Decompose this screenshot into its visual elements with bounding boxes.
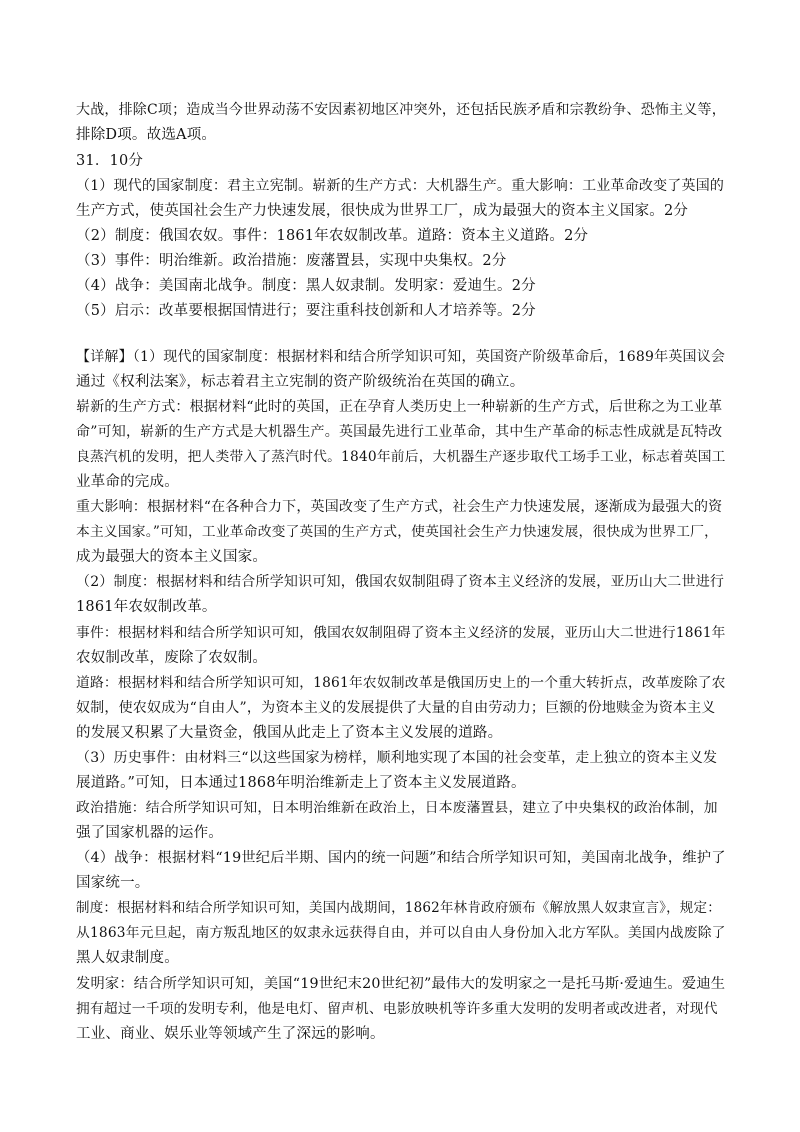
- answer-3: （3）事件：明治维新。政治措施：废藩置县，实现中央集权。2分: [76, 253, 507, 269]
- intro-line-1: 大战，排除C项；造成当今世界动荡不安因素初地区冲突外，还包括民族矛盾和宗教纷争、恐怖主义等，: [76, 102, 726, 118]
- question-31-header: 31．10分: [76, 153, 144, 169]
- answer-1-line-1: （1）现代的国家制度：君主立宪制。崭新的生产方式：大机器生产。重大影响：工业革命改变了英国的: [76, 178, 725, 194]
- detail-p11-line-1: 发明家：结合所学知识可知，美国“19世纪末20世纪初”最伟大的发明家之一是托马斯·爱迪生。爱迪生: [76, 976, 726, 992]
- detail-p2-line-1: 崭新的生产方式：根据材料“此时的英国，正在孕育人类历史上一种崭新的生产方式，后世称之为工业革: [76, 399, 723, 415]
- detail-p6-line-2: 奴制，使农奴成为“自由人”，为资本主义的发展提供了大量的自由劳动力；巨额的份地赎金为资本主义: [76, 700, 716, 716]
- detail-p6-line-3: 的发展又积累了大量资金，俄国从此走上了资本主义发展的道路。: [76, 725, 503, 741]
- detail-p6-line-1: 道路：根据材料和结合所学知识可知，1861年农奴制改革是俄国历史上的一个重大转折点，改革废除了农: [76, 675, 726, 691]
- detail-p3-line-2: 本主义国家。”可知，工业革命改变了英国的生产方式，使英国社会生产力快速发展，很快成为世界工厂，: [76, 524, 719, 540]
- intro-line-2: 排除D项。故选A项。: [76, 127, 217, 143]
- detail-p9-line-2: 国家统一。: [76, 875, 150, 891]
- detail-p7-line-1: （3）历史事件：由材料三“以这些国家为榜样，顺利地实现了本国的社会变革，走上独立的资本主义发: [76, 750, 718, 766]
- detail-p11-line-3: 工业、商业、娱乐业等领域产生了深远的影响。: [76, 1026, 385, 1042]
- answer-4: （4）战争：美国南北战争。制度：黑人奴隶制。发明家：爱迪生。2分: [76, 278, 536, 294]
- detail-p2-line-4: 业革命的完成。: [76, 474, 179, 490]
- detail-p9-line-1: （4）战争：根据材料“19世纪后半期、国内的统一问题”和结合所学知识可知，美国南北战争，维护了: [76, 850, 726, 866]
- detail-p4-line-2: 1861年农奴制改革。: [76, 599, 217, 615]
- answer-1-line-2: 生产方式，使英国社会生产力快速发展，很快成为世界工厂，成为最强大的资本主义国家。2分: [76, 203, 689, 219]
- detail-p10-line-1: 制度：根据材料和结合所学知识可知，美国内战期间，1862年林肯政府颁布《解放黑人奴隶宣言》，规定：: [76, 900, 721, 916]
- detail-p8-line-1: 政治措施：结合所学知识可知，日本明治维新在政治上，日本废藩置县，建立了中央集权的政治体制，加: [76, 800, 718, 816]
- detail-p5-line-1: 事件：根据材料和结合所学知识可知，俄国农奴制阻碍了资本主义经济的发展，亚历山大二世进行1861年: [76, 625, 726, 641]
- answer-2: （2）制度：俄国农奴。事件：1861年农奴制改革。道路：资本主义道路。2分: [76, 228, 589, 244]
- detail-p10-line-3: 黑人奴隶制度。: [76, 950, 179, 966]
- detail-p2-line-3: 良蒸汽机的发明，把人类带入了蒸汽时代。1840年前后，大机器生产逐步取代工场手工业，标志着英国工: [76, 449, 726, 465]
- detail-p1-line-2: 通过《权利法案》，标志着君主立宪制的资产阶级统治在英国的确立。: [76, 374, 525, 390]
- detail-p3-line-3: 成为最强大的资本主义国家。: [76, 549, 268, 565]
- detail-p2-line-2: 命”可知，崭新的生产方式是大机器生产。英国最先进行工业革命，其中生产革命的标志性成就是瓦特改: [76, 424, 723, 440]
- detail-p7-line-2: 展道路。”可知，日本通过1868年明治维新走上了资本主义发展道路。: [76, 775, 526, 791]
- detail-p3-line-1: 重大影响：根据材料“在各种合力下，英国改变了生产方式，社会生产力快速发展，逐渐成为最强大的资: [76, 499, 723, 515]
- detail-p11-line-2: 拥有超过一千项的发明专利，他是电灯、留声机、电影放映机等许多重大发明的发明者或改进者，对现代: [76, 1001, 718, 1017]
- answer-5: （5）启示：改革要根据国情进行；要注重科技创新和人才培养等。2分: [76, 303, 536, 319]
- detail-p1-line-1: 【详解】（1）现代的国家制度：根据材料和结合所学知识可知，英国资产阶级革命后，1689年英国议会: [76, 349, 726, 365]
- detail-p10-line-2: 从1863年元旦起，南方叛乱地区的奴隶永远获得自由，并可以自由人身份加入北方军队。美国内战废除了: [76, 925, 726, 941]
- detail-p5-line-2: 农奴制改革，废除了农奴制。: [76, 650, 268, 666]
- detail-p8-line-2: 强了国家机器的运作。: [76, 825, 223, 841]
- detail-p4-line-1: （2）制度：根据材料和结合所学知识可知，俄国农奴制阻碍了资本主义经济的发展，亚历山大二世进行: [76, 574, 725, 590]
